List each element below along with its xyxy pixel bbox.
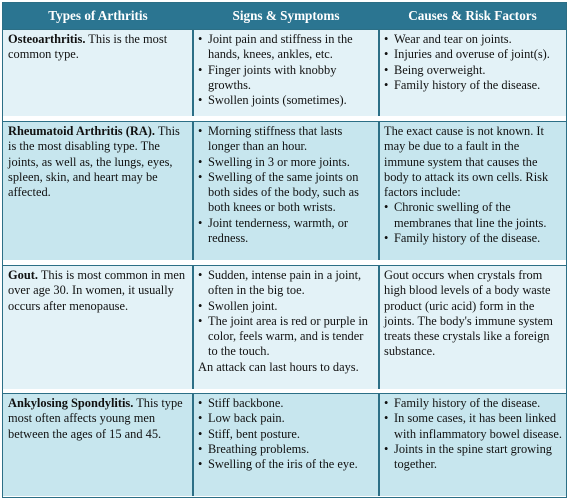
list-item: • Stiff backbone.: [198, 396, 375, 411]
symptoms-cell: [193, 266, 379, 389]
type-cell: [3, 266, 193, 389]
causes-cell: [379, 266, 566, 389]
type-description: This type most often affects young men between the ages of 15 and 45.: [8, 396, 183, 441]
arthritis-table: [2, 2, 567, 498]
list-item: • Being overweight.: [384, 63, 562, 78]
table-row: [3, 29, 566, 116]
list-item: • Chronic swelling of the membranes that line the joints.: [384, 200, 562, 231]
list-item: • Injuries and overuse of joint(s).: [384, 47, 562, 62]
list-item: • Family history of the disease.: [384, 231, 562, 246]
list-item: • The joint area is red or purple in color, feels warm, and is tender to the touch.: [198, 314, 375, 360]
symptoms-cell: [193, 30, 379, 116]
type-description: This is most common in men over age 30. In women, it usually occurs after menopause.: [8, 268, 186, 313]
list-item: • In some cases, it has been linked with inflammatory bowel disease.: [384, 411, 562, 442]
causes-cell: [379, 122, 566, 260]
symptoms-cell: [193, 394, 379, 496]
list-item: • Family history of the disease.: [384, 396, 562, 411]
type-cell: [3, 122, 193, 260]
list-item: • Wear and tear on joints.: [384, 32, 562, 47]
list-item: • Sudden, intense pain in a joint, often in the big toe.: [198, 268, 375, 299]
type-cell: [3, 394, 193, 496]
causes-intro: Gout occurs when crystals from high blood levels of a body waste product (uric acid) form in the joints. The body's immune system treats these crystals like a foreign substance.: [384, 268, 553, 359]
list-item: • Stiff, bent posture.: [198, 427, 375, 442]
list-item: • Morning stiffness that lasts longer than an hour.: [198, 124, 375, 155]
table-row: [3, 265, 566, 389]
list-item: • Swelling in 3 or more joints.: [198, 155, 375, 170]
causes-cell: [379, 394, 566, 496]
table-header-row: [3, 3, 566, 29]
list-item: • Joint pain and stiffness in the hands, knees, ankles, etc.: [198, 32, 375, 63]
list-item: • Joints in the spine start growing together.: [384, 442, 562, 473]
list-item: • Swelling of the same joints on both sides of the body, such as both knees or both wrists.: [198, 170, 375, 216]
type-name: Rheumatoid Arthritis (RA).: [8, 124, 155, 138]
list-item: • Swollen joints (sometimes).: [198, 93, 375, 108]
table-row: [3, 393, 566, 496]
type-cell: [3, 30, 193, 116]
list-item: • Joint tenderness, warmth, or redness.: [198, 216, 375, 247]
header-symptoms: Signs & Symptoms: [232, 8, 340, 23]
type-description: This is the most disabling type. The joints, as well as, the lungs, eyes, spleen, skin, and heart may be affected.: [8, 124, 180, 200]
list-item: • Finger joints with knobby growths.: [198, 63, 375, 94]
symptoms-cell: [193, 122, 379, 260]
list-item: • Swelling of the iris of the eye.: [198, 457, 375, 472]
type-name: Ankylosing Spondylitis.: [8, 396, 134, 410]
list-item: • Swollen joint.: [198, 299, 375, 314]
list-item: • Family history of the disease.: [384, 78, 562, 93]
type-description: This is the most common type.: [8, 32, 168, 62]
list-item: • Breathing problems.: [198, 442, 375, 457]
type-name: Gout.: [8, 268, 38, 282]
type-name: Osteoarthritis.: [8, 32, 86, 46]
list-item: • Low back pain.: [198, 411, 375, 426]
symptoms-note: An attack can last hours to days.: [198, 359, 359, 374]
causes-cell: [379, 30, 566, 116]
header-causes: Causes & Risk Factors: [408, 8, 537, 23]
header-types: Types of Arthritis: [48, 8, 148, 23]
causes-intro: The exact cause is not known. It may be due to a fault in the immune system that causes the body to attack its own cells. Risk factors include:: [384, 124, 549, 200]
table-row: [3, 121, 566, 260]
